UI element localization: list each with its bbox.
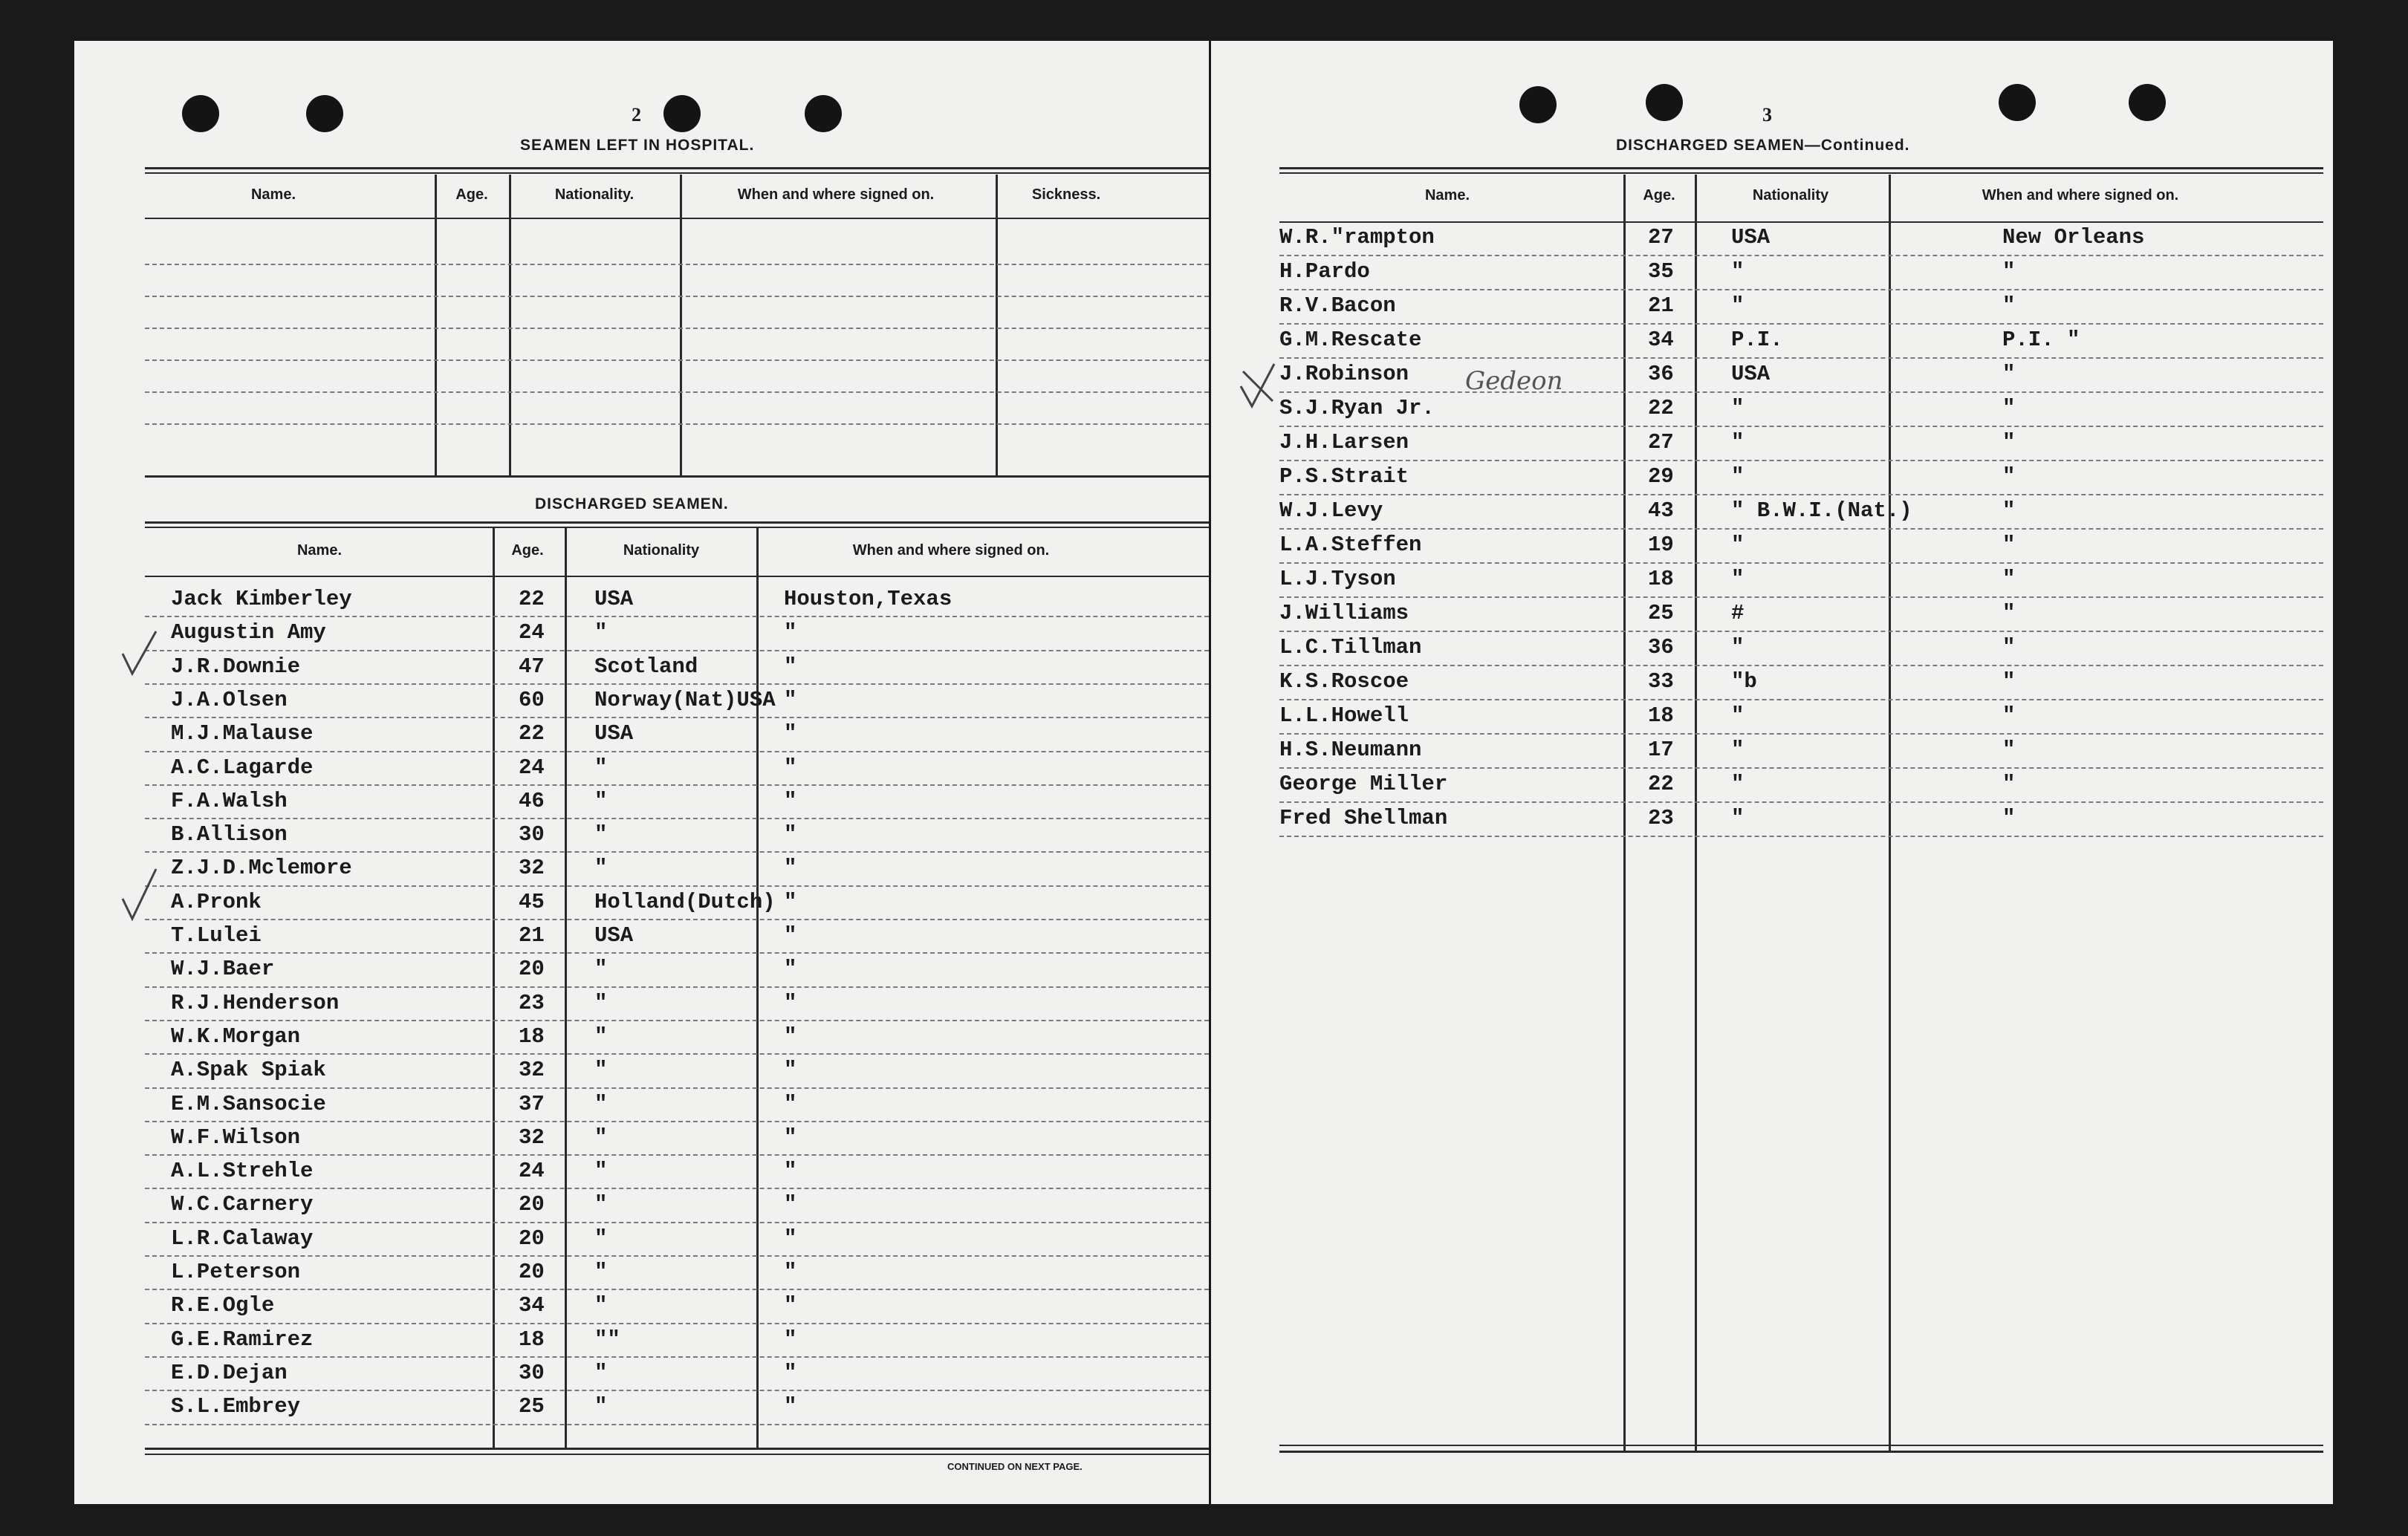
seaman-age: 32 [519,856,545,881]
seaman-age: 30 [519,1360,545,1385]
seaman-name: L.C.Tillman [1279,635,1422,660]
seaman-name: W.K.Morgan [171,1024,301,1049]
seaman-name: Fred Shellman [1279,806,1448,830]
seaman-signed-on: " [2002,635,2016,660]
header-age: Age. [1643,187,1675,204]
rule [145,521,1209,524]
seaman-nationality: Holland(Dutch) [594,889,776,914]
seaman-name: J.R.Downie [171,654,301,679]
row-rule [1279,528,2323,530]
seaman-age: 35 [1648,259,1674,284]
seaman-signed-on: " [2002,703,2016,728]
header-signed-on: When and where signed on. [852,542,1050,559]
seaman-signed-on: " [2002,293,2016,318]
seaman-age: 46 [519,788,545,813]
col-divider [493,528,495,1448]
check-mark [119,628,163,680]
seaman-name: P.S.Strait [1279,464,1409,489]
seaman-name: E.D.Dejan [171,1360,288,1385]
row-rule [1279,699,2323,700]
row-rule [1279,494,2323,495]
col-divider [565,528,567,1448]
header-name: Name. [296,542,343,559]
seaman-signed-on: " [784,856,797,881]
rule [1279,1445,2323,1446]
seaman-signed-on: " [784,1159,797,1184]
row-rule [145,1424,1209,1425]
seaman-nationality: " [594,1159,608,1184]
seaman-age: 29 [1648,464,1674,489]
seaman-name: F.A.Walsh [171,788,288,813]
seaman-age: 34 [519,1293,545,1318]
rule [145,1454,1209,1455]
binder-hole [1999,84,2036,121]
binder-hole [1519,86,1557,123]
seaman-name: L.A.Steffen [1279,533,1422,557]
check-mark [1237,360,1282,412]
seaman-nationality: Norway(Nat)USA [594,687,776,712]
seaman-age: 21 [519,923,545,948]
seaman-age: 19 [1648,533,1674,557]
header-signed-on: When and where signed on. [1982,187,2179,204]
seaman-nationality: P.I. [1731,328,1783,352]
seaman-nationality: " [594,1125,608,1150]
seaman-nationality: " [594,856,608,881]
row-rule [145,851,1209,853]
binder-hole [306,95,343,132]
seaman-signed-on: " [784,1226,797,1251]
seaman-signed-on: " [784,990,797,1015]
seaman-name: S.J.Ryan Jr. [1279,396,1435,420]
seaman-signed-on: " [784,1327,797,1352]
seaman-signed-on: " [784,1293,797,1318]
right-page [1211,41,2333,1504]
seaman-nationality: "b [1731,669,1757,694]
row-rule [1279,596,2323,598]
binder-hole [1646,84,1683,121]
seaman-signed-on: " [784,889,797,914]
seaman-age: 33 [1648,669,1674,694]
seaman-age: 18 [1648,703,1674,728]
seaman-nationality: " [1731,567,1745,591]
rule [1279,221,2323,223]
col-divider [1623,175,1626,1452]
seaman-nationality: " [594,1394,608,1419]
row-rule [145,1222,1209,1223]
row-rule [145,1154,1209,1156]
seaman-name: H.Pardo [1279,259,1370,284]
row-rule [1279,631,2323,632]
rule [1279,1451,2323,1453]
seaman-nationality: " [594,990,608,1015]
blank-row-rule [145,328,1209,329]
seaman-signed-on: " [784,1024,797,1049]
seaman-nationality: " [1731,259,1745,284]
row-rule [145,885,1209,887]
seaman-name: J.Robinson [1279,362,1409,386]
seaman-signed-on: " [784,957,797,982]
header-name: Name. [1424,187,1470,204]
seaman-age: 36 [1648,362,1674,386]
seaman-signed-on: " [2002,669,2016,694]
discharged-continued-title: DISCHARGED SEAMEN—Continued. [1616,137,1910,154]
seaman-nationality: " B.W.I.(Nat.) [1731,498,1912,523]
row-rule [1279,460,2323,461]
seaman-name: H.S.Neumann [1279,738,1422,762]
seaman-age: 25 [1648,601,1674,625]
seaman-nationality: " [594,1091,608,1116]
seaman-name: R.E.Ogle [171,1293,275,1318]
seaman-nationality: " [594,1192,608,1217]
row-rule [145,1053,1209,1055]
continued-note: CONTINUED ON NEXT PAGE. [947,1461,1083,1472]
page-number: 3 [1762,104,1772,126]
rule [1279,167,2323,169]
row-rule [145,1289,1209,1290]
seaman-age: 27 [1648,430,1674,455]
seaman-nationality: " [594,1293,608,1318]
seaman-name: L.R.Calaway [171,1226,314,1251]
seaman-nationality: USA [1731,225,1771,250]
seaman-name: W.J.Levy [1279,498,1383,523]
row-rule [145,616,1209,617]
row-rule [145,1356,1209,1358]
seaman-signed-on: " [784,1360,797,1385]
seaman-nationality: USA [1731,362,1771,386]
header-age: Age. [455,186,488,203]
col-divider [1889,175,1891,1452]
seaman-nationality: " [1731,430,1745,455]
row-rule [1279,665,2323,666]
seaman-nationality: # [1731,601,1745,625]
col-divider [680,175,682,475]
seaman-signed-on: " [784,687,797,712]
seaman-name: J.A.Olsen [171,687,288,712]
seaman-signed-on: " [2002,806,2016,830]
seaman-age: 18 [519,1327,545,1352]
seaman-name: Jack Kimberley [171,587,352,611]
row-rule [1279,836,2323,837]
seaman-nationality: " [1731,464,1745,489]
row-rule [1279,426,2323,427]
seaman-name: R.J.Henderson [171,990,340,1015]
row-rule [145,650,1209,651]
seaman-signed-on: Houston,Texas [784,587,953,611]
seaman-nationality: " [594,1024,608,1049]
header-signed-on: When and where signed on. [737,186,935,203]
seaman-nationality: " [594,957,608,982]
seaman-nationality: " [1731,293,1745,318]
seaman-name: Z.J.D.Mclemore [171,856,352,881]
seaman-signed-on: " [784,1192,797,1217]
seaman-nationality: " [1731,772,1745,796]
row-rule [145,751,1209,752]
page-number: 2 [632,104,641,126]
seaman-age: 17 [1648,738,1674,762]
seaman-age: 20 [519,1260,545,1284]
seaman-signed-on: " [784,654,797,679]
seaman-signed-on: " [784,822,797,847]
check-mark [119,865,163,925]
seaman-signed-on: " [2002,464,2016,489]
rule [145,475,1209,478]
rule [145,167,1209,169]
row-rule [145,952,1209,954]
handwritten-note: Gedeon [1465,366,1563,396]
seaman-nationality: " [1731,533,1745,557]
row-rule [145,1255,1209,1257]
seaman-name: W.C.Carnery [171,1192,314,1217]
row-rule [145,683,1209,685]
row-rule [1279,255,2323,256]
seaman-nationality: " [1731,703,1745,728]
seaman-name: A.Pronk [171,889,262,914]
rule [145,576,1209,577]
seaman-age: 21 [1648,293,1674,318]
seaman-nationality: " [594,1360,608,1385]
discharged-title: DISCHARGED SEAMEN. [535,495,729,512]
row-rule [1279,357,2323,359]
row-rule [145,1087,1209,1089]
seaman-name: G.E.Ramirez [171,1327,314,1352]
seaman-age: 18 [519,1024,545,1049]
binder-hole [2129,84,2166,121]
rule [145,172,1209,174]
rule [145,218,1209,219]
blank-row-rule [145,423,1209,425]
rule [145,527,1209,528]
seaman-name: G.M.Rescate [1279,328,1422,352]
seaman-name: R.V.Bacon [1279,293,1396,318]
row-rule [1279,767,2323,769]
header-sickness: Sickness. [1031,186,1101,203]
blank-row-rule [145,296,1209,297]
col-divider [509,175,511,475]
seaman-signed-on: " [784,1125,797,1150]
row-rule [1279,289,2323,290]
header-name: Name. [250,186,296,203]
seaman-signed-on: " [2002,430,2016,455]
binder-hole [805,95,842,132]
seaman-age: 47 [519,654,545,679]
seaman-nationality: " [594,620,608,645]
seaman-signed-on: " [2002,396,2016,420]
row-rule [145,818,1209,819]
seaman-nationality: Scotland [594,654,698,679]
row-rule [145,1188,1209,1189]
row-rule [1279,801,2323,803]
seaman-nationality: " [594,1226,608,1251]
seaman-name: T.Lulei [171,923,262,948]
seaman-signed-on: " [784,1394,797,1419]
seaman-age: 20 [519,1192,545,1217]
seaman-nationality: " [594,822,608,847]
seaman-signed-on: " [2002,772,2016,796]
seaman-age: 22 [519,587,545,611]
seaman-age: 32 [519,1125,545,1150]
seaman-name: B.Allison [171,822,288,847]
seaman-name: M.J.Malause [171,721,314,746]
row-rule [145,784,1209,786]
seaman-signed-on: " [784,1058,797,1083]
row-rule [1279,323,2323,325]
seaman-signed-on: " [784,721,797,746]
seaman-signed-on: P.I. " [2002,328,2080,352]
row-rule [145,986,1209,988]
blank-row-rule [145,391,1209,393]
row-rule [145,1323,1209,1324]
seaman-nationality: " [594,788,608,813]
seaman-signed-on: " [2002,259,2016,284]
row-rule [145,1390,1209,1391]
row-rule [145,717,1209,718]
header-nationality: Nationality [623,542,700,559]
header-nationality: Nationality [1752,187,1829,204]
col-divider [435,175,437,475]
seaman-signed-on: " [2002,567,2016,591]
seaman-signed-on: " [2002,498,2016,523]
seaman-age: 30 [519,822,545,847]
seaman-signed-on: " [784,620,797,645]
seaman-name: Augustin Amy [171,620,326,645]
seaman-age: 22 [1648,772,1674,796]
seaman-age: 23 [519,990,545,1015]
seaman-nationality: USA [594,721,634,746]
seaman-age: 25 [519,1394,545,1419]
left-page [74,41,1209,1504]
seaman-name: A.C.Lagarde [171,755,314,780]
seaman-name: L.J.Tyson [1279,567,1396,591]
seaman-nationality: " [1731,635,1745,660]
seaman-nationality: " [1731,396,1745,420]
seaman-name: W.F.Wilson [171,1125,301,1150]
seaman-name: J.Williams [1279,601,1409,625]
seaman-name: A.Spak Spiak [171,1058,326,1083]
col-divider [756,528,759,1448]
seaman-name: W.J.Baer [171,957,275,982]
seaman-name: W.R."rampton [1279,225,1435,250]
row-rule [145,1121,1209,1122]
seaman-age: 22 [519,721,545,746]
seaman-nationality: USA [594,587,634,611]
seaman-age: 36 [1648,635,1674,660]
seaman-nationality: " [594,755,608,780]
rule [1279,172,2323,174]
seaman-age: 60 [519,687,545,712]
col-divider [996,175,998,475]
seaman-nationality: "" [594,1327,620,1352]
seaman-age: 24 [519,620,545,645]
seaman-nationality: " [1731,806,1745,830]
seaman-age: 24 [519,755,545,780]
seaman-signed-on: " [784,788,797,813]
seaman-age: 32 [519,1058,545,1083]
seaman-age: 22 [1648,396,1674,420]
header-nationality: Nationality. [554,186,635,203]
seaman-name: George Miller [1279,772,1448,796]
seaman-name: L.L.Howell [1279,703,1409,728]
seaman-name: A.L.Strehle [171,1159,314,1184]
seaman-signed-on: " [2002,601,2016,625]
seaman-age: 27 [1648,225,1674,250]
seaman-age: 43 [1648,498,1674,523]
row-rule [1279,733,2323,735]
blank-row-rule [145,359,1209,361]
seaman-signed-on: " [2002,738,2016,762]
seaman-signed-on: " [784,755,797,780]
seaman-age: 23 [1648,806,1674,830]
rule [145,1448,1209,1450]
seaman-age: 20 [519,1226,545,1251]
col-divider [1695,175,1697,1452]
seaman-age: 20 [519,957,545,982]
hospital-title: SEAMEN LEFT IN HOSPITAL. [520,137,755,154]
seaman-name: K.S.Roscoe [1279,669,1409,694]
seaman-nationality: USA [594,923,634,948]
seaman-nationality: " [1731,738,1745,762]
blank-row-rule [145,264,1209,265]
seaman-signed-on: " [2002,533,2016,557]
seaman-signed-on: " [784,1260,797,1284]
seaman-signed-on: " [784,923,797,948]
seaman-signed-on: New Orleans [2002,225,2145,250]
seaman-age: 18 [1648,567,1674,591]
seaman-nationality: " [594,1260,608,1284]
binder-hole [663,95,701,132]
row-rule [145,919,1209,920]
seaman-age: 24 [519,1159,545,1184]
seaman-age: 34 [1648,328,1674,352]
seaman-nationality: " [594,1058,608,1083]
seaman-signed-on: " [2002,362,2016,386]
seaman-name: S.L.Embrey [171,1394,301,1419]
seaman-name: L.Peterson [171,1260,301,1284]
seaman-signed-on: " [784,1091,797,1116]
header-age: Age. [511,542,544,559]
seaman-age: 37 [519,1091,545,1116]
binder-hole [182,95,219,132]
seaman-name: J.H.Larsen [1279,430,1409,455]
row-rule [1279,391,2323,393]
seaman-name: E.M.Sansocie [171,1091,326,1116]
seaman-age: 45 [519,889,545,914]
row-rule [1279,562,2323,564]
row-rule [145,1020,1209,1021]
